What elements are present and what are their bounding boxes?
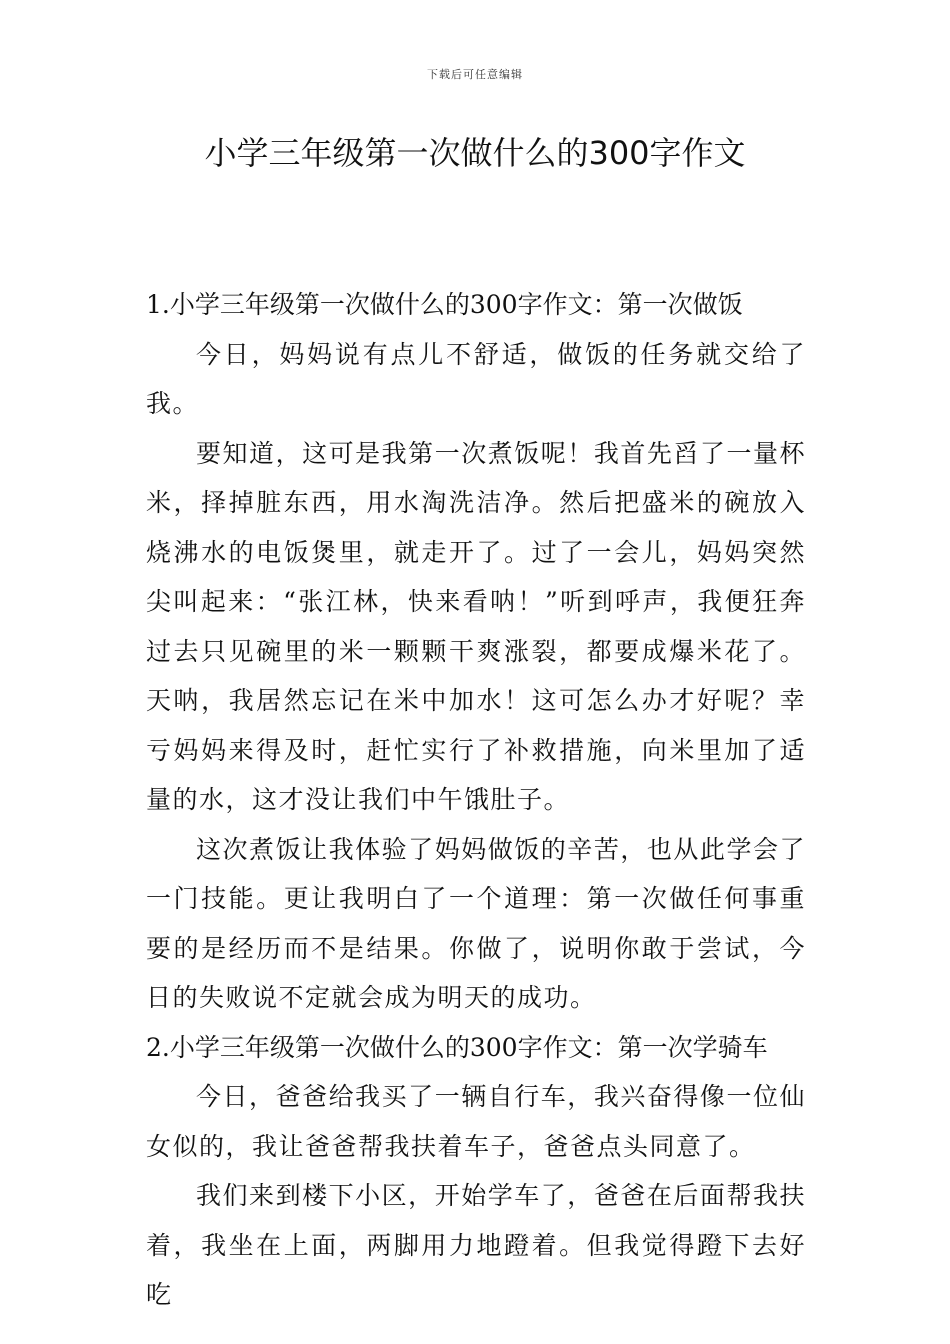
paragraph: 要知道，这可是我第一次煮饭呢！我首先舀了一量杯米，择掉脏东西，用水淘洗洁净。然后把盛米的碗放入烧沸水的电饭煲里，就走开了。过了一会儿，妈妈突然尖叫起来：“张江林，快来看呐！”听到呼声，我便狂奔过去只见碗里的米一颗颗干爽涨裂，都要成爆米花了。天呐，我居然忘记在米中加水！这可怎么办才好呢？幸亏妈妈来得及时，赶忙实行了补救措施，向米里加了适量的水，这才没让我们中午饿肚子。 bbox=[146, 438, 806, 814]
section-heading-2: 2.小学三年级第一次做什么的300字作文：第一次学骑车 bbox=[146, 1032, 768, 1062]
page-title: 小学三年级第一次做什么的300字作文 bbox=[204, 134, 746, 172]
article-body bbox=[146, 280, 806, 1320]
paragraph: 今日，妈妈说有点儿不舒适，做饭的任务就交给了我。 bbox=[146, 339, 806, 418]
paragraph: 这次煮饭让我体验了妈妈做饭的辛苦，也从此学会了一门技能。更让我明白了一个道理：第一次做任何事重要的是经历而不是结果。你做了，说明你敢于尝试，今日的失败说不定就会成为明天的成功。 bbox=[146, 834, 806, 1012]
paragraph: 今日，爸爸给我买了一辆自行车，我兴奋得像一位仙女似的，我让爸爸帮我扶着车子，爸爸点头同意了。 bbox=[146, 1082, 806, 1161]
section-heading-1: 1.小学三年级第一次做什么的300字作文：第一次做饭 bbox=[146, 290, 743, 319]
paragraph: 我们来到楼下小区，开始学车了，爸爸在后面帮我扶着，我坐在上面，两脚用力地蹬着。但我觉得蹬下去好吃 bbox=[146, 1181, 806, 1309]
header-note: 下载后可任意编辑 bbox=[427, 68, 523, 81]
